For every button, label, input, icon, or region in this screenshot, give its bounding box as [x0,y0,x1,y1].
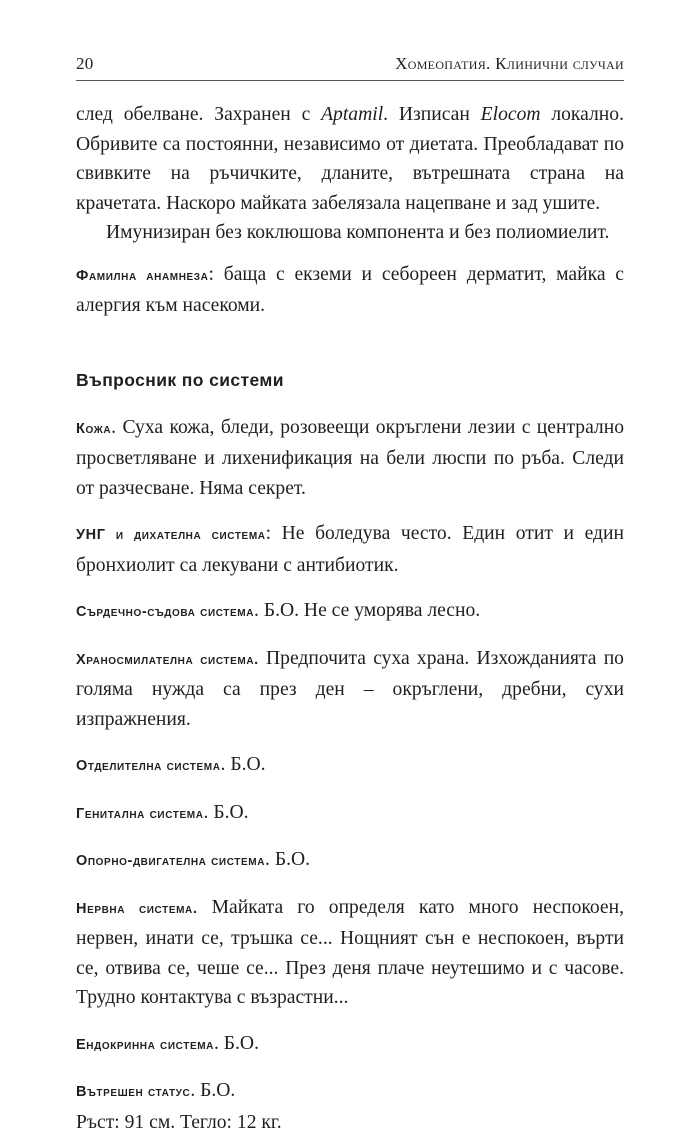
system-digestive [76,644,624,735]
text-run: : баща с екземи и себореен дерматит, майка с алергия към насекоми. [76,264,624,317]
page-content [76,100,624,1137]
label-digestive: Храносмилателна система. [76,652,259,668]
text-run: . Б.О. [204,802,249,823]
text-run: . Суха кожа, бледи, розовеещи окръглени лезии с централно просветляване и лихенификация на бели люспи по ръба. Следи от разчесване. Няма секрет. [76,417,624,499]
system-endocrine [76,1029,624,1061]
system-cardiovascular [76,596,624,628]
text-run: след обелване. Захранен с [76,104,321,125]
label-endocrine: Ендокринна система [76,1037,214,1053]
label-cardiovascular: Сърдечно-съдова система [76,604,254,620]
system-musculoskeletal [76,845,624,877]
running-header [76,54,624,74]
text-run: . Б.О. [265,849,310,870]
label-internal-status: Вътрешен статус [76,1084,190,1100]
height-weight: Ръст: 91 см. Тегло: 12 кг. [76,1108,624,1137]
label-family-history: Фамилна анамнеза [76,268,208,284]
text-run: . Б.О. [190,1080,235,1101]
label-musculoskeletal: Опорно-двигателна система [76,853,265,869]
text-run: : Не боледува често. Един отит и един бронхиолит са лекувани с антибиотик. [76,523,624,576]
system-genital [76,798,624,830]
header-rule [76,80,624,81]
text-run: Майката го определя като много неспокоен, нервен, инати се, тръшка се... Нощният сън е неспокоен, върти се, отвива се, чеше се... През деня плаче неутешимо и с часове. Трудно контактува с възрастни... [76,897,624,1009]
system-ent-respiratory [76,519,624,580]
text-run: локално. Обривите са постоянни, независимо от диетата. Преобладават по свивките на ръчичките, дланите, вътрешната страна на крачетата. Наскоро майката забелязала нацепване и зад ушите. [76,104,624,214]
text-run: . Изписан [383,104,481,125]
label-excretory: Отделителна система [76,758,221,774]
page-number: 20 [76,54,94,74]
text-run: . Б.О. [221,754,266,775]
label-nervous: Нервна система. [76,901,198,917]
section-title: Въпросник по системи [76,366,624,395]
system-nervous [76,893,624,1013]
running-title: Хомеопатия. Клинични случаи [395,54,624,74]
label-skin: Кожа [76,421,111,437]
product-name-elocom: Elocom [481,104,541,125]
internal-status [76,1076,624,1108]
text-run: . Б.О. Не се уморява лесно. [254,600,480,621]
label-ent-respiratory: УНГ и дихателна система [76,527,266,543]
paragraph-family-history [76,260,624,321]
label-genital: Генитална система [76,806,204,822]
system-excretory [76,750,624,782]
text-run: . Б.О. [214,1033,259,1054]
system-skin [76,413,624,504]
text-run: Предпочита суха храна. Изхожданията по голяма нужда са през ден – окръглени, дребни, сухи изпражнения. [76,648,624,730]
paragraph-continuation [76,100,624,218]
paragraph-immunization: Имунизиран без коклюшова компонента и без полиомиелит. [76,218,624,248]
product-name-aptamil: Aptamil [321,104,383,125]
